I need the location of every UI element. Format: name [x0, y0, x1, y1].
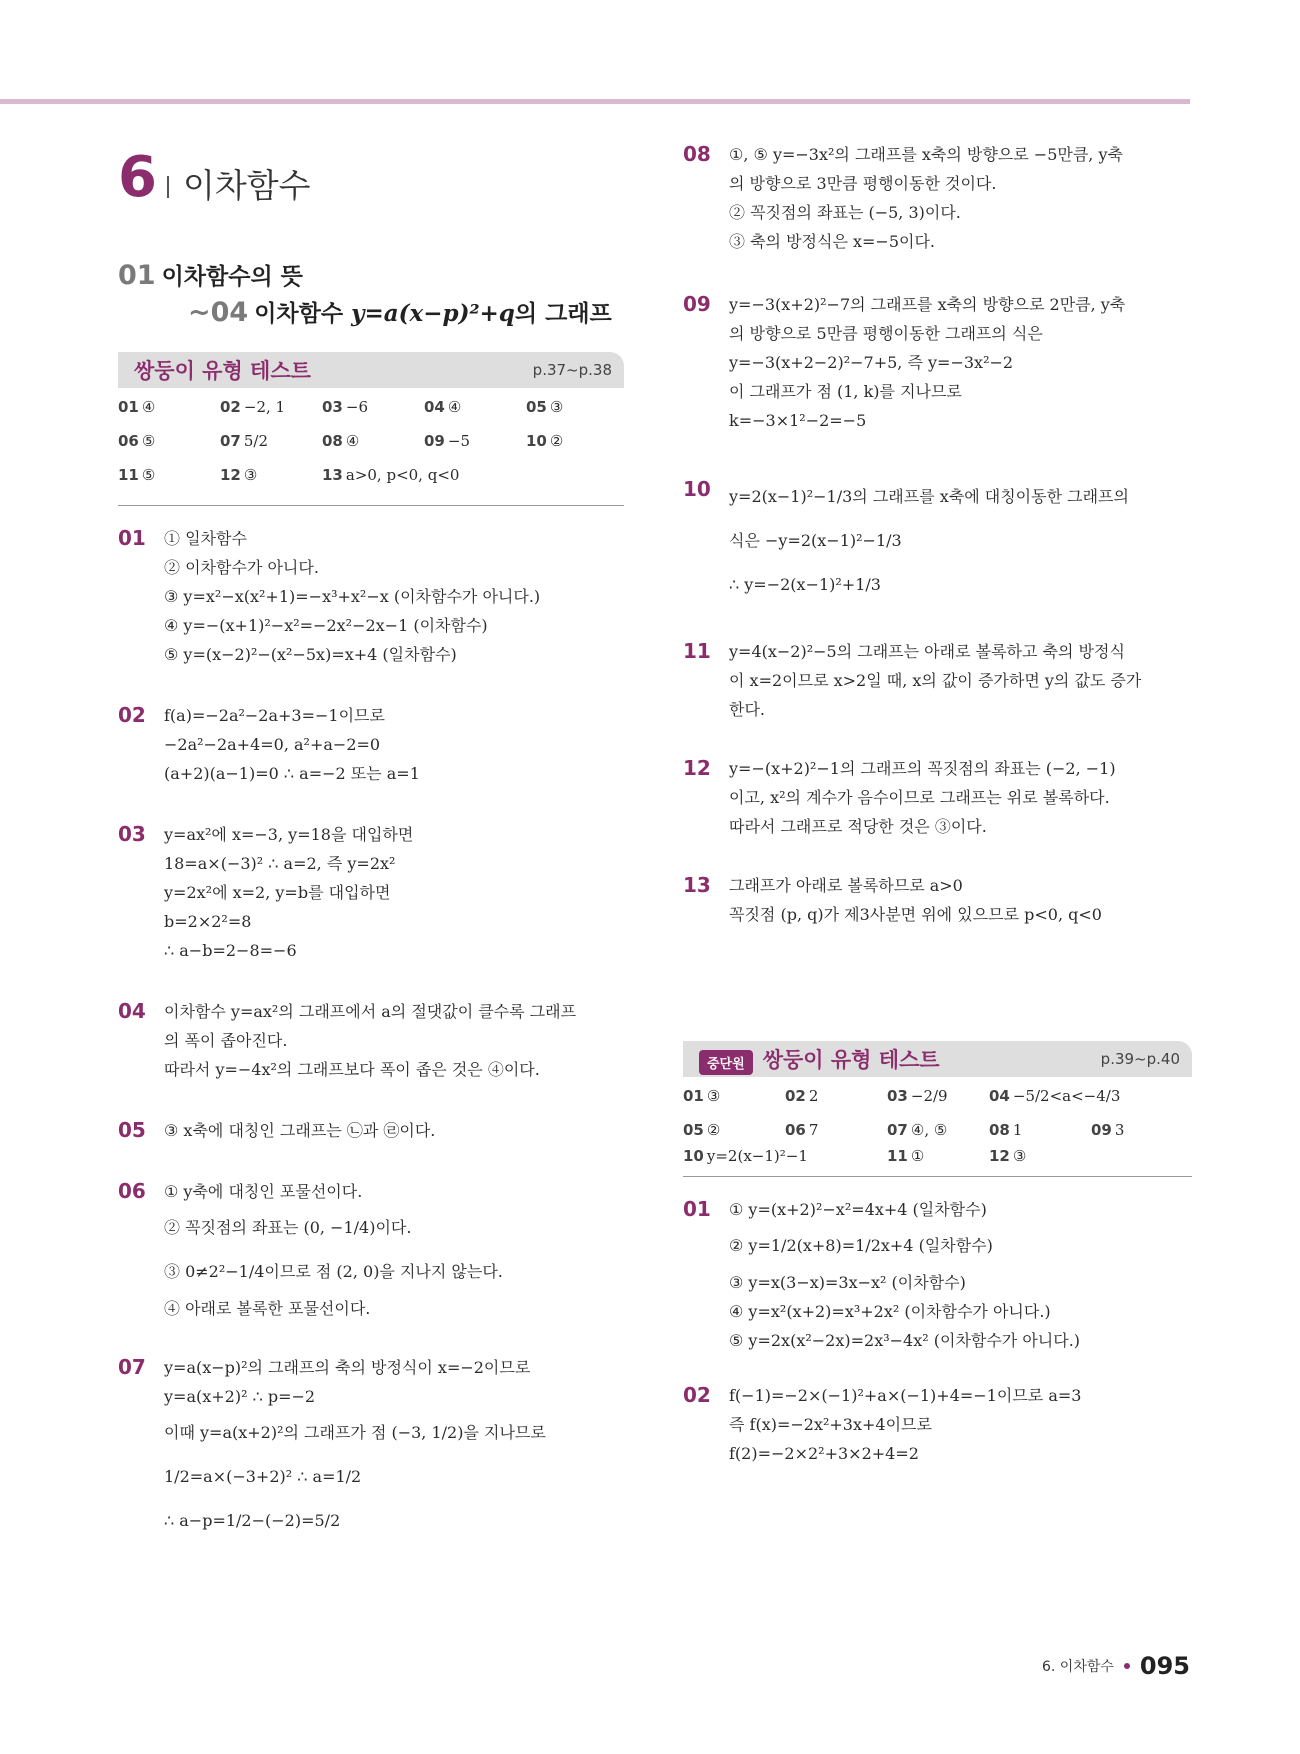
solution-line: y=2(x−1)²−1/3의 그래프를 x축에 대칭이동한 그래프의: [729, 487, 1129, 506]
solution-line: ③ y=x²−x(x²+1)=−x³+x²−x (이차함수가 아니다.): [164, 587, 541, 606]
answer-item: [887, 1087, 948, 1105]
solution-line: ① y축에 대칭인 포물선이다.: [164, 1182, 363, 1201]
footer-dot: [1124, 1663, 1130, 1669]
solution-line: 꼭짓점 (p, q)가 제3사분면 위에 있으므로 p<0, q<0: [729, 905, 1102, 924]
answer-number: 10: [526, 432, 547, 450]
solution-number: 09: [683, 292, 711, 316]
chapter-number: 6: [118, 145, 157, 210]
answer-number: 08: [989, 1121, 1010, 1139]
answer-item: [526, 432, 563, 450]
answer-item: [424, 432, 470, 450]
answer-value: ④: [141, 398, 156, 416]
solution-line: ④ 아래로 볼록한 포물선이다.: [164, 1299, 371, 1318]
answer-value: −5/2<a<−4/3: [1012, 1087, 1121, 1105]
section-title-2-pre: 이차함수: [254, 301, 352, 327]
solution-line: ② 이차함수가 아니다.: [164, 558, 319, 577]
section-title-2-post: 의 그래프: [514, 301, 612, 327]
test-pages-1: p.37~p.38: [532, 361, 612, 379]
answer-number: 12: [220, 466, 241, 484]
solution-line: −2a²−2a+4=0, a²+a−2=0: [164, 735, 381, 754]
solution-01: [683, 1195, 1192, 1355]
solution-number: 01: [683, 1197, 711, 1221]
solution-07: [118, 1353, 624, 1543]
solution-line: 그래프가 아래로 볼록하므로 a>0: [729, 876, 963, 895]
solution-number: 06: [118, 1179, 146, 1203]
answer-value: ⑤: [141, 432, 156, 450]
solution-04: [118, 997, 624, 1084]
answer-item: [322, 466, 459, 484]
solution-line: f(2)=−2×2²+3×2+4=2: [729, 1444, 919, 1463]
solution-line: ② 꼭짓점의 좌표는 (0, −1/4)이다.: [164, 1218, 412, 1237]
answer-value: ④: [345, 432, 360, 450]
answer-item: [424, 398, 461, 416]
solution-line: 의 폭이 좁아진다.: [164, 1031, 288, 1050]
answer-value: 1: [1012, 1121, 1023, 1139]
answer-number: 09: [1091, 1121, 1112, 1139]
answer-value: 5/2: [243, 432, 269, 450]
test-title-2: 쌍둥이 유형 테스트: [762, 1047, 940, 1072]
solution-line: ①, ⑤ y=−3x²의 그래프를 x축의 방향으로 −5만큼, y축: [729, 145, 1123, 164]
section-title-2-math: y=a(x−p)²+q: [351, 300, 515, 327]
answer-value: −5: [447, 432, 470, 450]
answer-number: 04: [424, 398, 445, 416]
solution-05: [118, 1116, 624, 1145]
answer-number: 10: [683, 1147, 704, 1165]
answer-value: y=2(x−1)²−1: [706, 1147, 808, 1165]
answer-item: [785, 1121, 818, 1139]
solution-number: 13: [683, 873, 711, 897]
answer-item: [118, 466, 155, 484]
answer-value: ③: [1012, 1147, 1027, 1165]
solution-line: y=ax²에 x=−3, y=18을 대입하면: [164, 825, 414, 844]
answer-item: [118, 432, 155, 450]
solution-10: [683, 475, 1192, 607]
solution-line: 따라서 그래프로 적당한 것은 ③이다.: [729, 817, 987, 836]
answer-number: 04: [989, 1087, 1010, 1105]
solution-line: ① 일차함수: [164, 529, 247, 548]
answer-grid-2: [683, 1077, 1192, 1177]
solution-09: [683, 290, 1192, 435]
solution-line: ④ y=x²(x+2)=x³+2x² (이차함수가 아니다.): [729, 1302, 1051, 1321]
test-bar-1: [118, 352, 624, 388]
solution-line: ∴ a−b=2−8=−6: [164, 941, 297, 960]
answer-value: a>0, p<0, q<0: [345, 466, 460, 484]
solution-line: 의 방향으로 5만큼 평행이동한 그래프의 식은: [729, 324, 1043, 343]
solution-line: ② 꼭짓점의 좌표는 (−5, 3)이다.: [729, 203, 961, 222]
answer-value: 7: [808, 1121, 819, 1139]
answer-value: ①: [910, 1147, 925, 1165]
solution-01: [118, 524, 624, 669]
answer-number: 03: [887, 1087, 908, 1105]
answer-item: [220, 466, 257, 484]
solution-line: 식은 −y=2(x−1)²−1/3: [729, 531, 902, 550]
solution-06: [118, 1177, 624, 1323]
test-bar-2: [683, 1041, 1192, 1077]
solution-02: [118, 701, 624, 788]
solution-line: 한다.: [729, 700, 765, 719]
answer-number: 02: [785, 1087, 806, 1105]
solution-number: 05: [118, 1118, 146, 1142]
solution-line: 이고, x²의 계수가 음수이므로 그래프는 위로 볼록하다.: [729, 788, 1110, 807]
solution-line: y=a(x+2)² ∴ p=−2: [164, 1387, 316, 1406]
solution-13: [683, 871, 1192, 929]
answer-number: 11: [887, 1147, 908, 1165]
solution-number: 11: [683, 639, 711, 663]
answer-item: [683, 1121, 720, 1139]
solution-number: 10: [683, 477, 711, 501]
section-title-1: 이차함수의 뜻: [161, 264, 303, 290]
answer-item: [989, 1147, 1026, 1165]
answer-number: 07: [887, 1121, 908, 1139]
test-tag-2: 중단원: [699, 1050, 753, 1075]
answer-number: 02: [220, 398, 241, 416]
solution-line: 이때 y=a(x+2)²의 그래프가 점 (−3, 1/2)을 지나므로: [164, 1423, 546, 1442]
page-footer: [1042, 1652, 1190, 1680]
solutions-right-2: [683, 1195, 1192, 1468]
solution-number: 02: [118, 703, 146, 727]
answer-value: −6: [345, 398, 368, 416]
chapter-divider: [167, 176, 169, 198]
answer-item: [989, 1087, 1120, 1105]
answer-item: [1091, 1121, 1124, 1139]
answer-item: [322, 432, 359, 450]
solution-line: f(−1)=−2×(−1)²+a×(−1)+4=−1이므로 a=3: [729, 1386, 1082, 1405]
answer-number: 11: [118, 466, 139, 484]
solution-line: ② y=1/2(x+8)=1/2x+4 (일차함수): [729, 1236, 993, 1255]
answer-number: 12: [989, 1147, 1010, 1165]
section-title: [118, 258, 624, 332]
solutions-right: [683, 140, 1192, 929]
answer-value: ③: [243, 466, 258, 484]
answer-item: [887, 1147, 924, 1165]
solution-line: ③ x축에 대칭인 그래프는 ㉡과 ㉣이다.: [164, 1121, 436, 1140]
solution-line: (a+2)(a−1)=0 ∴ a=−2 또는 a=1: [164, 764, 420, 783]
solution-line: ③ 축의 방정식은 x=−5이다.: [729, 232, 936, 251]
answer-number: 08: [322, 432, 343, 450]
page-number: 095: [1139, 1652, 1190, 1680]
solution-number: 07: [118, 1355, 146, 1379]
answer-item: [526, 398, 563, 416]
answer-number: 05: [683, 1121, 704, 1139]
solution-12: [683, 754, 1192, 841]
answer-item: [118, 398, 155, 416]
answer-item: [683, 1147, 808, 1165]
section-num-start: 01: [118, 260, 156, 291]
answer-number: 01: [118, 398, 139, 416]
solution-line: 이 그래프가 점 (1, k)를 지나므로: [729, 382, 962, 401]
test-title-1: 쌍둥이 유형 테스트: [134, 359, 311, 383]
answer-number: 09: [424, 432, 445, 450]
solution-line: 이 x=2이므로 x>2일 때, x의 값이 증가하면 y의 값도 증가: [729, 671, 1142, 690]
solution-line: y=2x²에 x=2, y=b를 대입하면: [164, 883, 391, 902]
solution-line: 의 방향으로 3만큼 평행이동한 것이다.: [729, 174, 997, 193]
answer-value: −2/9: [910, 1087, 948, 1105]
chapter-title: 이차함수: [182, 166, 311, 205]
solution-08: [683, 140, 1192, 256]
solution-line: b=2×2²=8: [164, 912, 252, 931]
answer-value: ②: [706, 1121, 721, 1139]
answer-value: ③: [549, 398, 564, 416]
answer-number: 03: [322, 398, 343, 416]
answer-value: ④: [447, 398, 462, 416]
answer-item: [683, 1087, 720, 1105]
solution-line: ④ y=−(x+1)²−x²=−2x²−2x−1 (이차함수): [164, 616, 488, 635]
answer-value: ②: [549, 432, 564, 450]
solution-line: 따라서 y=−4x²의 그래프보다 폭이 좁은 것은 ④이다.: [164, 1060, 540, 1079]
solution-11: [683, 637, 1192, 724]
answer-item: [220, 432, 268, 450]
answer-item: [989, 1121, 1022, 1139]
solution-line: y=−(x+2)²−1의 그래프의 꼭짓점의 좌표는 (−2, −1): [729, 759, 1116, 778]
answer-value: 2: [808, 1087, 819, 1105]
solution-number: 08: [683, 142, 711, 166]
answer-number: 06: [785, 1121, 806, 1139]
solution-line: f(a)=−2a²−2a+3=−1이므로: [164, 706, 385, 725]
top-rule: [0, 99, 1190, 104]
section-num-end: ~04: [188, 297, 249, 328]
answer-item: [887, 1121, 947, 1139]
solution-line: ③ y=x(3−x)=3x−x² (이차함수): [729, 1273, 966, 1292]
solution-number: 01: [118, 526, 146, 550]
solution-line: ∴ a−p=1/2−(−2)=5/2: [164, 1511, 341, 1530]
answer-value: ④, ⑤: [910, 1121, 948, 1139]
solution-line: 즉 f(x)=−2x²+3x+4이므로: [729, 1415, 932, 1434]
solution-line: ③ 0≠2²−1/4이므로 점 (2, 0)을 지나지 않는다.: [164, 1262, 503, 1281]
answer-value: ⑤: [141, 466, 156, 484]
answer-value: −2, 1: [243, 398, 286, 416]
solution-line: ⑤ y=(x−2)²−(x²−5x)=x+4 (일차함수): [164, 645, 457, 664]
solution-line: ① y=(x+2)²−x²=4x+4 (일차함수): [729, 1200, 987, 1219]
solution-line: ∴ y=−2(x−1)²+1/3: [729, 575, 881, 594]
answer-value: 3: [1114, 1121, 1125, 1139]
right-column: [683, 140, 1192, 1468]
answer-number: 06: [118, 432, 139, 450]
answer-number: 05: [526, 398, 547, 416]
answer-item: [220, 398, 285, 416]
test-pages-2: p.39~p.40: [1100, 1050, 1180, 1068]
chapter-heading: [118, 140, 624, 210]
solution-number: 03: [118, 822, 146, 846]
solution-number: 02: [683, 1383, 711, 1407]
solutions-left: [118, 524, 624, 1543]
answer-number: 07: [220, 432, 241, 450]
answer-item: [785, 1087, 818, 1105]
solution-number: 12: [683, 756, 711, 780]
solution-line: 1/2=a×(−3+2)² ∴ a=1/2: [164, 1467, 362, 1486]
solution-line: y=a(x−p)²의 그래프의 축의 방정식이 x=−2이므로: [164, 1358, 531, 1377]
answer-item: [322, 398, 368, 416]
solution-line: y=−3(x+2)²−7의 그래프를 x축의 방향으로 2만큼, y축: [729, 295, 1126, 314]
answer-value: ③: [706, 1087, 721, 1105]
solution-line: y=4(x−2)²−5의 그래프는 아래로 볼록하고 축의 방정식: [729, 642, 1125, 661]
solution-line: 18=a×(−3)² ∴ a=2, 즉 y=2x²: [164, 854, 396, 873]
answer-number: 13: [322, 466, 343, 484]
solution-02: [683, 1381, 1192, 1468]
solution-line: ⑤ y=2x(x²−2x)=2x³−4x² (이차함수가 아니다.): [729, 1331, 1081, 1350]
answer-grid-1: [118, 388, 624, 506]
left-column: [118, 140, 624, 1543]
solution-number: 04: [118, 999, 146, 1023]
solution-line: 이차함수 y=ax²의 그래프에서 a의 절댓값이 클수록 그래프: [164, 1002, 577, 1021]
solution-line: y=−3(x+2−2)²−7+5, 즉 y=−3x²−2: [729, 353, 1014, 372]
answer-number: 01: [683, 1087, 704, 1105]
footer-label: 6. 이차함수: [1041, 1659, 1114, 1675]
solution-03: [118, 820, 624, 965]
solution-line: k=−3×1²−2=−5: [729, 411, 867, 430]
